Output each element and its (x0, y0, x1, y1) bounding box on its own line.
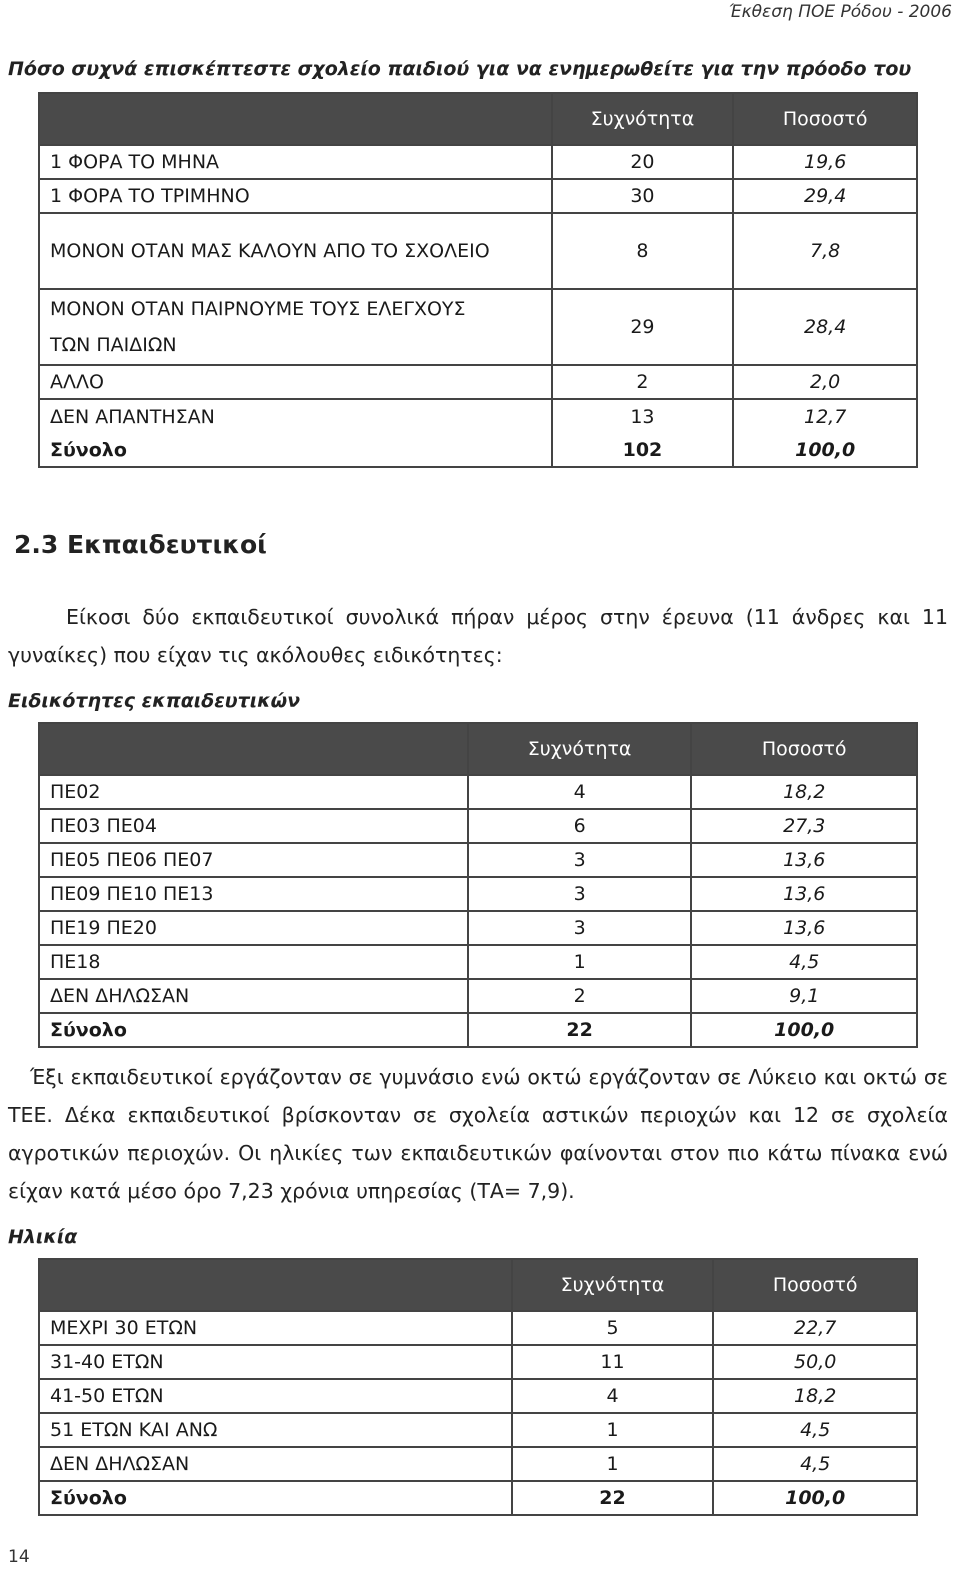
table-row (39, 843, 917, 877)
row-frequency: 3 (468, 877, 692, 911)
row-frequency: 29 (552, 289, 734, 365)
table-row (39, 911, 917, 945)
row-label: ΔΕΝ ΑΠΑΝΤΗΣΑΝ (39, 399, 552, 433)
table-row (39, 775, 917, 809)
row-frequency: 8 (552, 213, 734, 289)
total-label: Σύνολο (39, 433, 552, 467)
row-frequency: 2 (552, 365, 734, 399)
total-percent: 100,0 (733, 433, 917, 467)
teacher-specialties-table (38, 722, 918, 1048)
table1-header-label (39, 93, 552, 145)
total-percent: 100,0 (713, 1481, 917, 1515)
row-frequency: 5 (512, 1311, 714, 1345)
table-row (39, 945, 917, 979)
table-row (39, 1379, 917, 1413)
table2-header-pct: Ποσοστό (691, 723, 917, 775)
page-number: 14 (8, 1547, 30, 1567)
row-label: ΠΕ02 (39, 775, 468, 809)
table2-header-label (39, 723, 468, 775)
table1-header-pct: Ποσοστό (733, 93, 917, 145)
row-label: ΠΕ05 ΠΕ06 ΠΕ07 (39, 843, 468, 877)
row-percent: 9,1 (691, 979, 917, 1013)
total-frequency: 22 (512, 1481, 714, 1515)
row-label: 51 ΕΤΩΝ ΚΑΙ ΑΝΩ (39, 1413, 512, 1447)
table-row (39, 145, 917, 179)
table2-caption: Ειδικότητες εκπαιδευτικών (8, 690, 301, 712)
row-percent: 4,5 (713, 1447, 917, 1481)
row-label: ΠΕ03 ΠΕ04 (39, 809, 468, 843)
row-percent: 50,0 (713, 1345, 917, 1379)
total-label: Σύνολο (39, 1013, 468, 1047)
section-heading: 2.3 Εκπαιδευτικοί (14, 530, 267, 559)
row-percent: 13,6 (691, 877, 917, 911)
row-label: ΠΕ18 (39, 945, 468, 979)
table3-header-label (39, 1259, 512, 1311)
row-percent: 13,6 (691, 911, 917, 945)
table-row (39, 1311, 917, 1345)
table3-caption: Ηλικία (8, 1226, 78, 1248)
row-frequency: 3 (468, 911, 692, 945)
row-label: ΔΕΝ ΔΗΛΩΣΑΝ (39, 1447, 512, 1481)
row-label: 1 ΦΟΡΑ ΤΟ ΤΡΙΜΗΝΟ (39, 179, 552, 213)
table1-header-freq: Συχνότητα (552, 93, 734, 145)
row-percent: 4,5 (713, 1413, 917, 1447)
row-percent: 13,6 (691, 843, 917, 877)
row-percent: 29,4 (733, 179, 917, 213)
total-label: Σύνολο (39, 1481, 512, 1515)
row-percent: 27,3 (691, 809, 917, 843)
row-label: 1 ΦΟΡΑ ΤΟ ΜΗΝΑ (39, 145, 552, 179)
table-total-row (39, 433, 917, 467)
row-frequency: 6 (468, 809, 692, 843)
row-label: ΠΕ09 ΠΕ10 ΠΕ13 (39, 877, 468, 911)
row-label: ΜΕΧΡΙ 30 ΕΤΩΝ (39, 1311, 512, 1345)
row-label: ΔΕΝ ΔΗΛΩΣΑΝ (39, 979, 468, 1013)
row-label: ΠΕ19 ΠΕ20 (39, 911, 468, 945)
row-percent: 19,6 (733, 145, 917, 179)
table-row (39, 809, 917, 843)
row-label: ΜΟΝΟΝ ΟΤΑΝ ΠΑΙΡΝΟΥΜΕ ΤΟΥΣ ΕΛΕΓΧΟΥΣ ΤΩΝ ΠΑΙΔΙΩΝ (39, 289, 552, 365)
total-frequency: 22 (468, 1013, 692, 1047)
row-frequency: 4 (468, 775, 692, 809)
table1-caption: Πόσο συχνά επισκέπτεστε σχολείο παιδιού για να ενημερωθείτε για την πρόοδο του (8, 58, 912, 80)
row-percent: 7,8 (733, 213, 917, 289)
row-frequency: 1 (512, 1447, 714, 1481)
row-label: 31-40 ΕΤΩΝ (39, 1345, 512, 1379)
table-total-row (39, 1013, 917, 1047)
table-row (39, 1447, 917, 1481)
table-row (39, 365, 917, 399)
total-frequency: 102 (552, 433, 734, 467)
row-percent: 28,4 (733, 289, 917, 365)
table-row (39, 399, 917, 433)
frequency-visits-table (38, 92, 918, 468)
row-label: ΜΟΝΟΝ ΟΤΑΝ ΜΑΣ ΚΑΛΟΥΝ ΑΠΟ ΤΟ ΣΧΟΛΕΙΟ (39, 213, 552, 289)
table-row (39, 979, 917, 1013)
paragraph-teachers-intro: Είκοσι δύο εκπαιδευτικοί συνολικά πήραν μέρος στην έρευνα (11 άνδρες και 11 γυναίκες) που είχαν τις ακόλουθες ειδικότητες: (8, 605, 948, 667)
table-row (39, 1413, 917, 1447)
table3-header-pct: Ποσοστό (713, 1259, 917, 1311)
row-frequency: 1 (512, 1413, 714, 1447)
running-header: Έκθεση ΠΟΕ Ρόδου - 2006 (728, 2, 952, 22)
row-frequency: 11 (512, 1345, 714, 1379)
row-frequency: 2 (468, 979, 692, 1013)
table-row (39, 213, 917, 289)
table-row (39, 179, 917, 213)
row-frequency: 1 (468, 945, 692, 979)
row-percent: 2,0 (733, 365, 917, 399)
row-percent: 22,7 (713, 1311, 917, 1345)
row-percent: 18,2 (713, 1379, 917, 1413)
row-frequency: 13 (552, 399, 734, 433)
row-label: ΑΛΛΟ (39, 365, 552, 399)
row-label: 41-50 ΕΤΩΝ (39, 1379, 512, 1413)
row-percent: 12,7 (733, 399, 917, 433)
table-row (39, 289, 917, 365)
paragraph-schools-ages: Έξι εκπαιδευτικοί εργάζονταν σε γυμνάσιο ενώ οκτώ εργάζονταν σε Λύκειο και οκτώ σε ΤΕΕ. Δέκα εκπαιδευτικοί βρίσκονταν σε σχολεία αστικών περιοχών και 12 σε σχολεία αγροτικών περιοχών. Οι ηλικίες των εκπαιδευτικών φαίνονται στον πιο κάτω πίνακα ενώ είχαν κατά μέσο όρο 7,23 χρόνια υπηρεσίας (ΤΑ= 7,9). (8, 1065, 948, 1203)
total-percent: 100,0 (691, 1013, 917, 1047)
teacher-age-table (38, 1258, 918, 1516)
row-percent: 4,5 (691, 945, 917, 979)
table-row (39, 1345, 917, 1379)
row-frequency: 4 (512, 1379, 714, 1413)
table-row (39, 877, 917, 911)
table-total-row (39, 1481, 917, 1515)
row-frequency: 20 (552, 145, 734, 179)
table2-header-freq: Συχνότητα (468, 723, 692, 775)
row-frequency: 30 (552, 179, 734, 213)
table3-header-freq: Συχνότητα (512, 1259, 714, 1311)
row-frequency: 3 (468, 843, 692, 877)
row-percent: 18,2 (691, 775, 917, 809)
